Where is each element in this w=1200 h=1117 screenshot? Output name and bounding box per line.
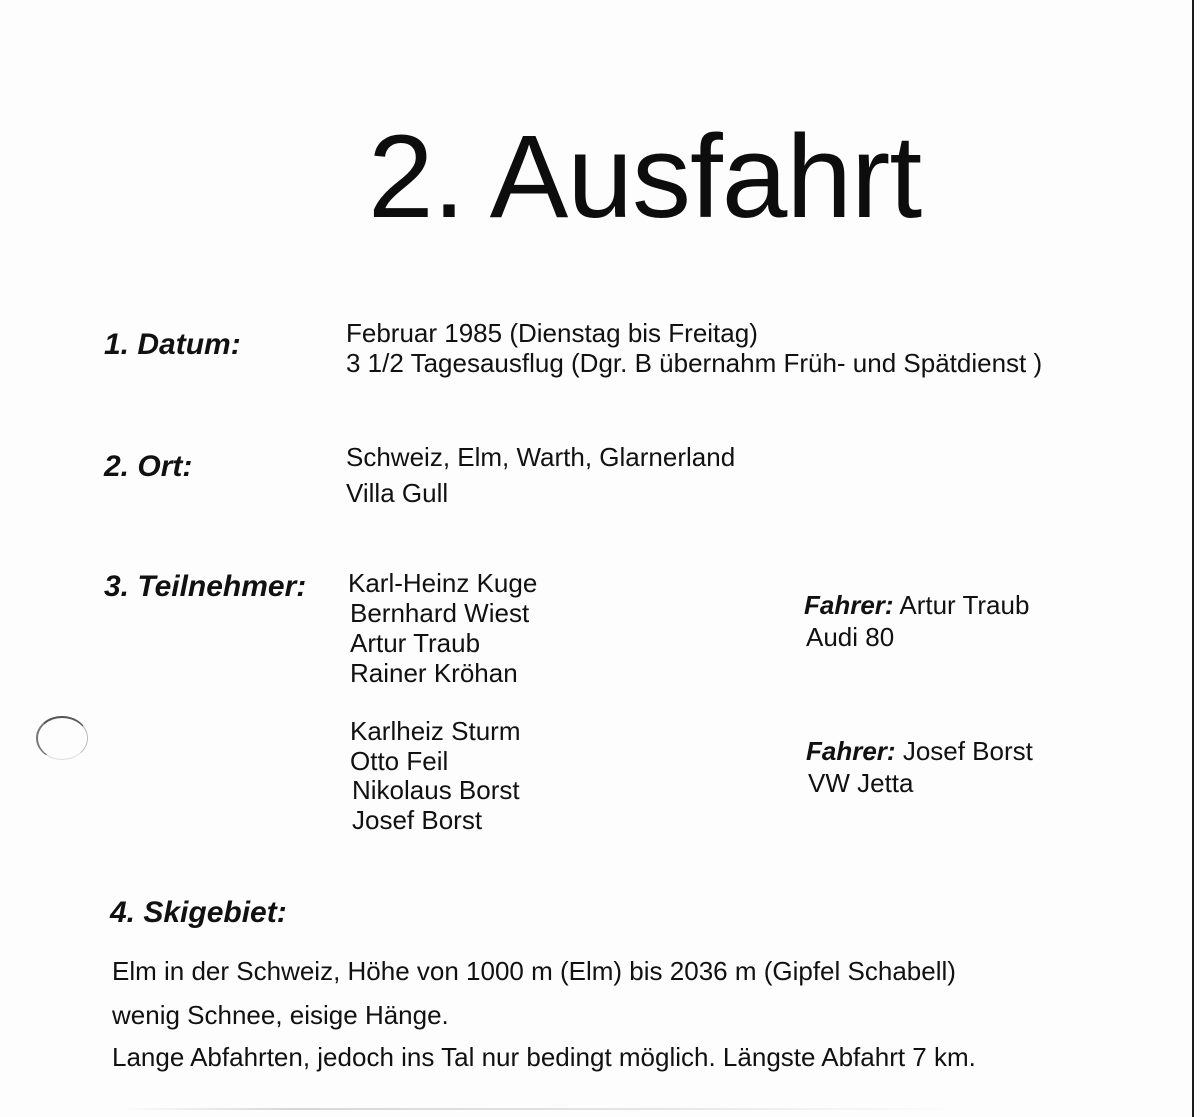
scan-artifact	[120, 1108, 960, 1110]
datum-line-2: 3 1/2 Tagesausflug (Dgr. B übernahm Früh- und Spätdienst )	[346, 348, 1043, 378]
member-name: Nikolaus Borst	[352, 775, 520, 805]
driver-label: Fahrer:	[804, 590, 894, 620]
teilnehmer-label: 3. Teilnehmer:	[104, 570, 307, 603]
member-name: Karl-Heinz Kuge	[348, 568, 538, 598]
skigebiet-line-3: Lange Abfahrten, jedoch ins Tal nur bedingt möglich. Längste Abfahrt 7 km.	[112, 1042, 976, 1072]
skigebiet-line-1: Elm in der Schweiz, Höhe von 1000 m (Elm) bis 2036 m (Gipfel Schabell)	[112, 956, 956, 986]
ort-line-2: Villa Gull	[346, 478, 449, 508]
driver-label: Fahrer:	[806, 736, 896, 766]
driver-line-1	[804, 590, 1029, 620]
driver-name: Artur Traub	[899, 590, 1030, 620]
skigebiet-line-2: wenig Schnee, eisige Hänge.	[112, 1000, 449, 1030]
driver-line-2	[806, 736, 1033, 766]
ort-line-1: Schweiz, Elm, Warth, Glarnerland	[346, 442, 736, 472]
page-edge	[1192, 0, 1194, 1117]
member-name: Josef Borst	[352, 805, 483, 835]
member-name: Otto Feil	[350, 746, 449, 776]
punch-hole	[36, 716, 88, 760]
driver-name: Josef Borst	[902, 736, 1033, 766]
datum-line-1: Februar 1985 (Dienstag bis Freitag)	[346, 318, 758, 348]
car-1: Audi 80	[806, 622, 895, 652]
member-name: Karlheiz Sturm	[350, 716, 521, 746]
member-name: Bernhard Wiest	[350, 598, 530, 628]
member-name: Artur Traub	[350, 628, 481, 658]
member-name: Rainer Kröhan	[350, 658, 518, 688]
page-title: 2. Ausfahrt	[368, 111, 922, 243]
skigebiet-label: 4. Skigebiet:	[110, 896, 287, 929]
ort-label: 2. Ort:	[104, 450, 193, 483]
car-2: VW Jetta	[808, 768, 914, 798]
datum-label: 1. Datum:	[104, 328, 241, 361]
